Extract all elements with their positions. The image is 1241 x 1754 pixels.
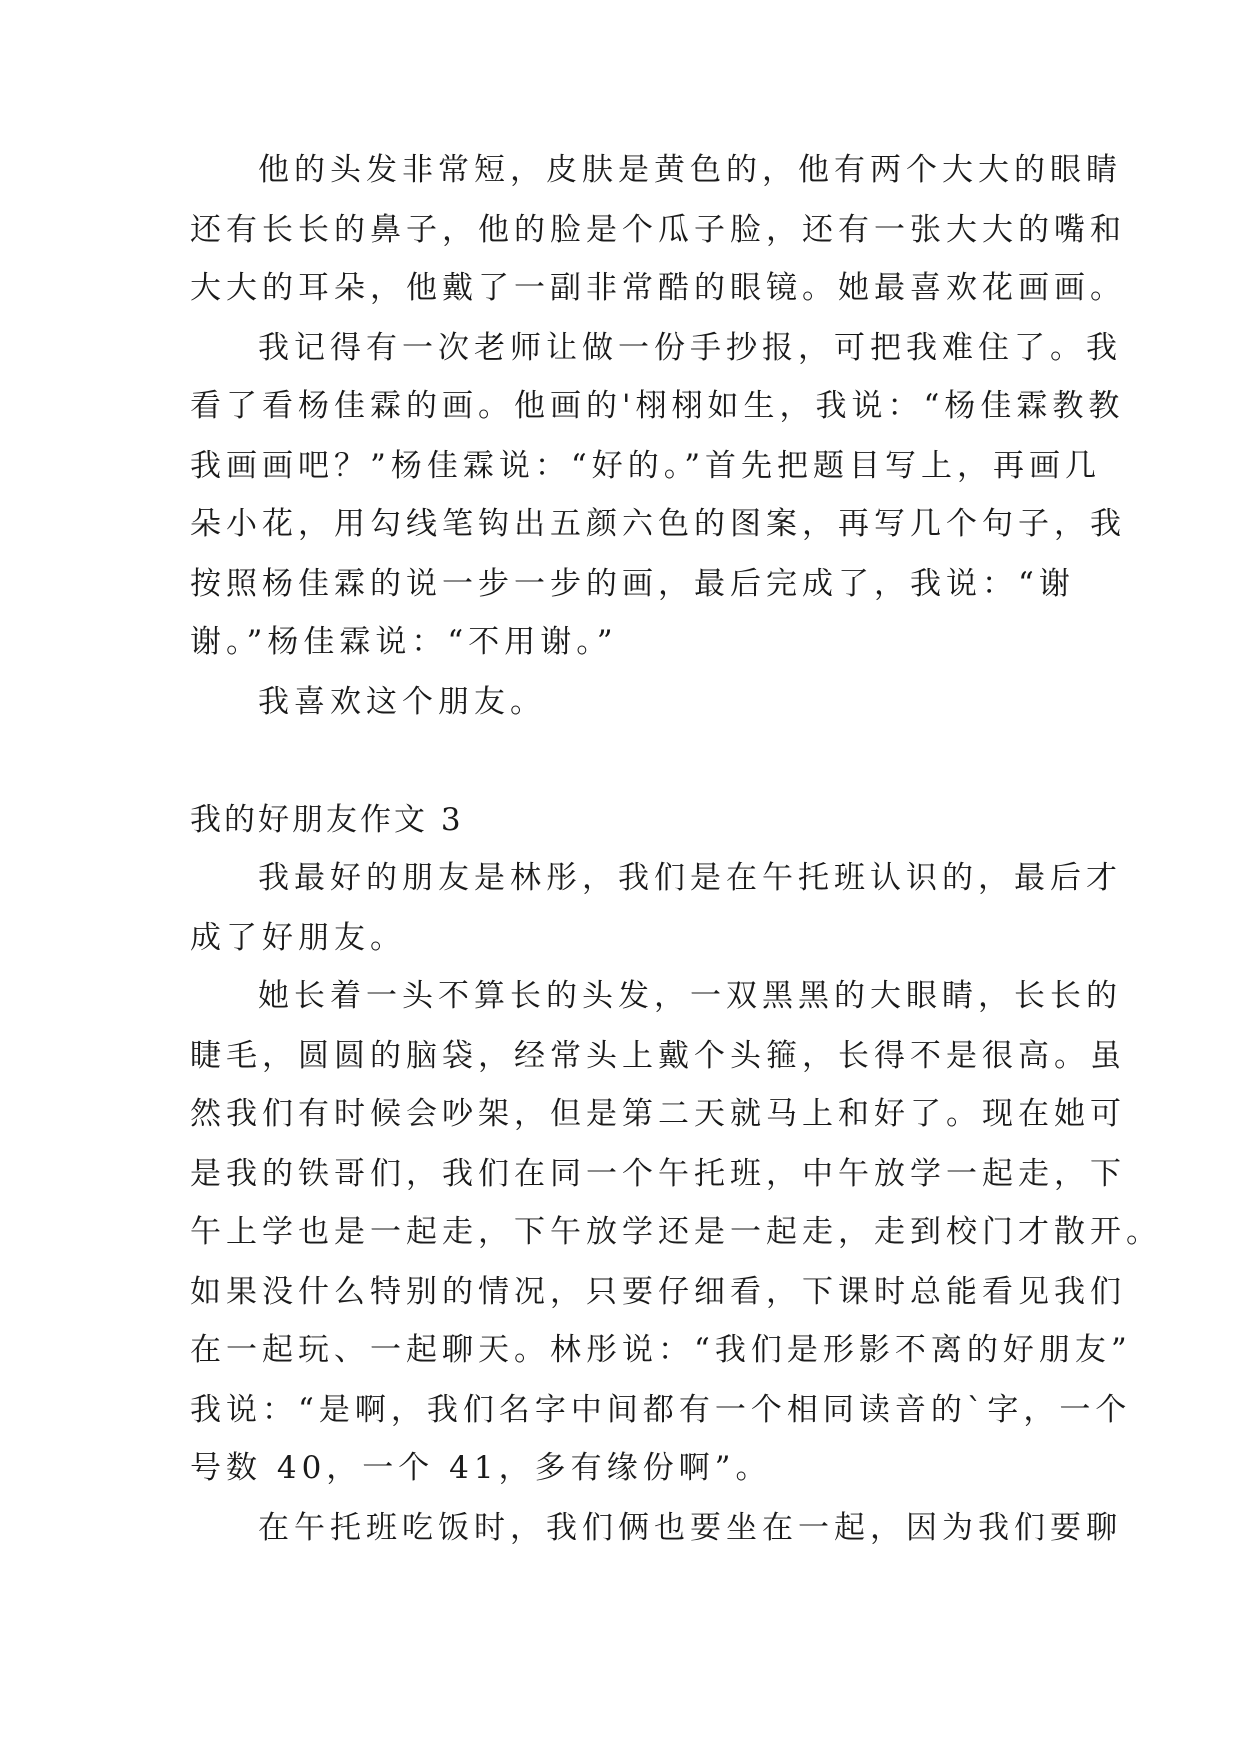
paragraph-line: 成了好朋友。 (190, 920, 406, 956)
paragraph-line: 按照杨佳霖的说一步一步的画，最后完成了，我说：“谢 (190, 566, 1075, 602)
paragraph-line: 午上学也是一起走，下午放学还是一起走，走到校门才散开。 (190, 1214, 1162, 1250)
paragraph-line: 我画画吧？”杨佳霖说：“好的。”首先把题目写上，再画几 (190, 448, 1102, 484)
paragraph-line: 是我的铁哥们，我们在同一个午托班，中午放学一起走，下 (190, 1156, 1126, 1192)
paragraph-line: 在午托班吃饭时，我们俩也要坐在一起，因为我们要聊 (258, 1510, 1122, 1546)
paragraph-line: 看了看杨佳霖的画。他画的'栩栩如生，我说：“杨佳霖教教 (190, 388, 1125, 424)
paragraph-line: 号数 40，一个 41，多有缘份啊”。 (190, 1450, 772, 1486)
paragraph-line: 我记得有一次老师让做一份手抄报，可把我难住了。我 (258, 330, 1122, 366)
paragraph-line: 我最好的朋友是林彤，我们是在午托班认识的，最后才 (258, 860, 1122, 896)
paragraph-line: 睫毛，圆圆的脑袋，经常头上戴个头箍，长得不是很高。虽 (190, 1038, 1126, 1074)
paragraph-line: 朵小花，用勾线笔钩出五颜六色的图案，再写几个句子，我 (190, 506, 1126, 542)
paragraph-line: 我说：“是啊，我们名字中间都有一个相同读音的`字，一个 (190, 1392, 1132, 1428)
paragraph-line: 还有长长的鼻子，他的脸是个瓜子脸，还有一张大大的嘴和 (190, 212, 1126, 248)
paragraph-line: 如果没什么特别的情况，只要仔细看，下课时总能看见我们 (190, 1274, 1126, 1310)
paragraph-line: 他的头发非常短，皮肤是黄色的，他有两个大大的眼睛 (258, 152, 1122, 188)
paragraph-line: 我喜欢这个朋友。 (258, 684, 546, 720)
section-heading: 我的好朋友作文 3 (190, 802, 464, 838)
paragraph-line: 在一起玩、一起聊天。林彤说：“我们是形影不离的好朋友” (190, 1332, 1132, 1368)
paragraph-line: 谢。”杨佳霖说：“不用谢。” (190, 624, 618, 660)
paragraph-line: 大大的耳朵，他戴了一副非常酷的眼镜。她最喜欢花画画。 (190, 270, 1126, 306)
paragraph-line: 她长着一头不算长的头发，一双黑黑的大眼睛，长长的 (258, 978, 1122, 1014)
paragraph-line: 然我们有时候会吵架，但是第二天就马上和好了。现在她可 (190, 1096, 1126, 1132)
